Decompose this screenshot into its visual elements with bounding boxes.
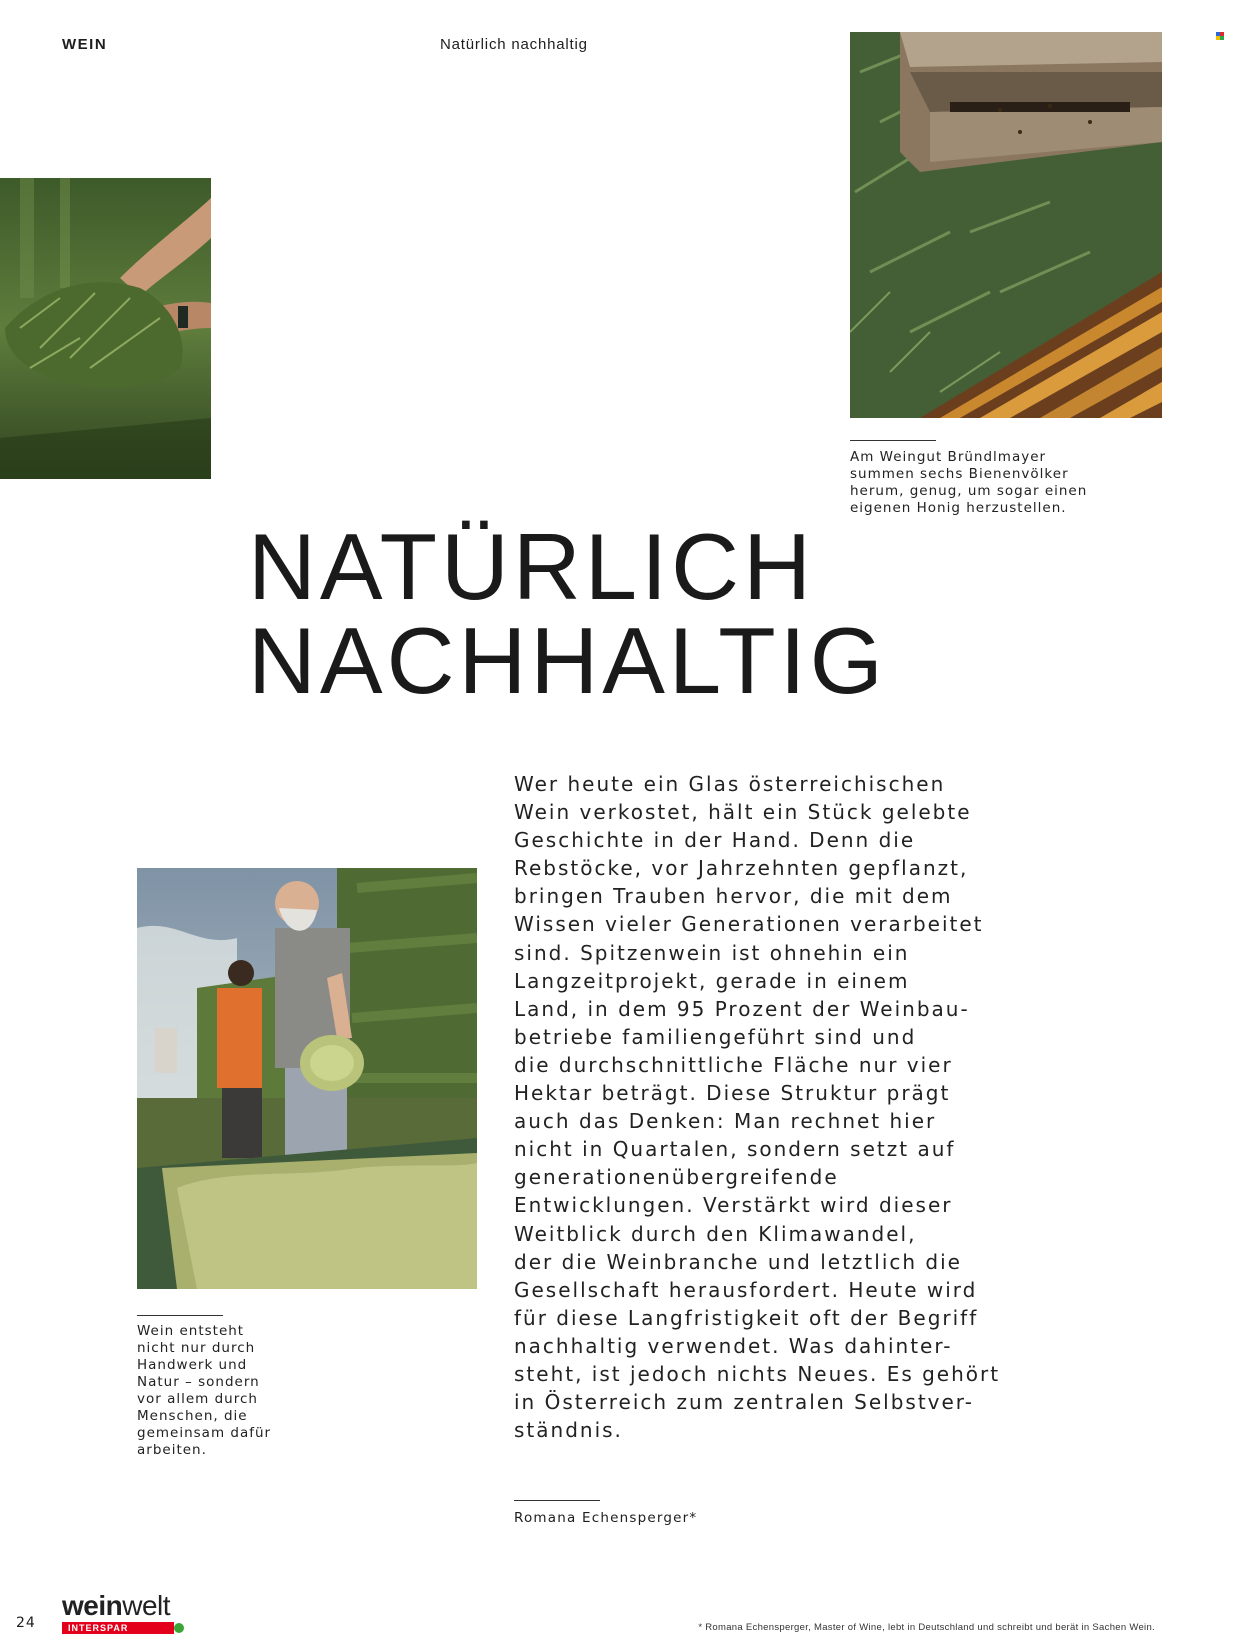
logo-word-light: welt [122, 1590, 171, 1621]
weinwelt-logo [62, 1592, 174, 1634]
body-line: Entwicklungen. Verstärkt wird dieser [514, 1193, 953, 1218]
author-rule [514, 1500, 600, 1501]
title-line-2: NACHHALTIG [248, 608, 887, 713]
logo-wordmark [62, 1592, 174, 1620]
body-line: Hektar beträgt. Diese Struktur prägt [514, 1081, 951, 1106]
bees-caption [850, 449, 1180, 517]
author-name: Romana Echensperger* [514, 1510, 698, 1526]
harvest-caption-rule [137, 1315, 223, 1316]
body-line: bringen Trauben hervor, die mit dem [514, 884, 953, 909]
caption-line: Handwerk und [137, 1357, 248, 1373]
body-line: Wissen vieler Generationen verarbeitet [514, 912, 984, 937]
grape-harvest-photo [137, 868, 477, 1289]
interspar-label: INTERSPAR [68, 1623, 129, 1633]
body-line: für diese Langfristigkeit oft der Begriff [514, 1305, 979, 1330]
caption-line: herum, genug, um sogar einen [850, 483, 1088, 499]
body-line: auch das Denken: Man rechnet hier [514, 1109, 937, 1134]
body-line: Weitblick durch den Klimawandel, [514, 1221, 917, 1246]
caption-line: summen sechs Bienenvölker [850, 466, 1069, 482]
body-line: ständnis. [514, 1418, 623, 1443]
caption-line: Wein entsteht [137, 1323, 245, 1339]
caption-line: Menschen, die [137, 1408, 248, 1424]
beehive-photo [850, 32, 1162, 418]
page-title [248, 514, 887, 713]
body-line: Geschichte in der Hand. Denn die [514, 828, 916, 853]
caption-line: arbeiten. [137, 1442, 207, 1458]
interspar-bar [62, 1622, 174, 1634]
running-title: Natürlich nachhaltig [440, 36, 588, 53]
body-line: die durchschnittliche Fläche nur vier [514, 1052, 953, 1077]
page-number: 24 [16, 1615, 36, 1631]
body-line: Langzeitprojekt, gerade in einem [514, 968, 910, 993]
caption-line: vor allem durch [137, 1391, 258, 1407]
caption-line: eigenen Honig herzustellen. [850, 500, 1067, 516]
body-line: in Österreich zum zentralen Selbstver- [514, 1390, 974, 1415]
body-line: Rebstöcke, vor Jahrzehnten gepflanzt, [514, 856, 969, 881]
body-line: Wer heute ein Glas österreichischen [514, 772, 946, 796]
article-body [514, 770, 1034, 1444]
body-line: generationenübergreifende [514, 1165, 839, 1190]
harvest-caption [137, 1323, 337, 1459]
caption-line: Am Weingut Bründlmayer [850, 449, 1047, 465]
footnote: * Romana Echensperger, Master of Wine, lebt in Deutschland und schreibt und berät in Sachen Wein. [698, 1622, 1155, 1633]
body-line: nachhaltig verwendet. Was dahinter- [514, 1333, 953, 1358]
caption-line: Natur – sondern [137, 1374, 260, 1390]
body-line: Land, in dem 95 Prozent der Weinbau- [514, 996, 970, 1021]
body-line: nicht in Quartalen, sondern setzt auf [514, 1137, 956, 1162]
section-label: WEIN [62, 36, 108, 53]
body-line: Gesellschaft herausfordert. Heute wird [514, 1277, 978, 1302]
body-line: Wein verkostet, hält ein Stück gelebte [514, 800, 972, 825]
body-line: sind. Spitzenwein ist ohnehin ein [514, 940, 910, 965]
body-line: steht, ist jedoch nichts Neues. Es gehört [514, 1361, 1001, 1386]
caption-line: gemeinsam dafür [137, 1425, 272, 1441]
body-line: der die Weinbranche und letztlich die [514, 1249, 962, 1274]
color-mark-icon [1216, 32, 1224, 40]
hands-grass-photo [0, 178, 211, 479]
title-line-1: NATÜRLICH [248, 514, 815, 619]
bees-caption-rule [850, 440, 936, 441]
logo-word-bold: wein [62, 1590, 123, 1621]
body-line: betriebe familiengeführt sind und [514, 1024, 917, 1049]
leaf-icon [174, 1623, 184, 1633]
caption-line: nicht nur durch [137, 1340, 256, 1356]
